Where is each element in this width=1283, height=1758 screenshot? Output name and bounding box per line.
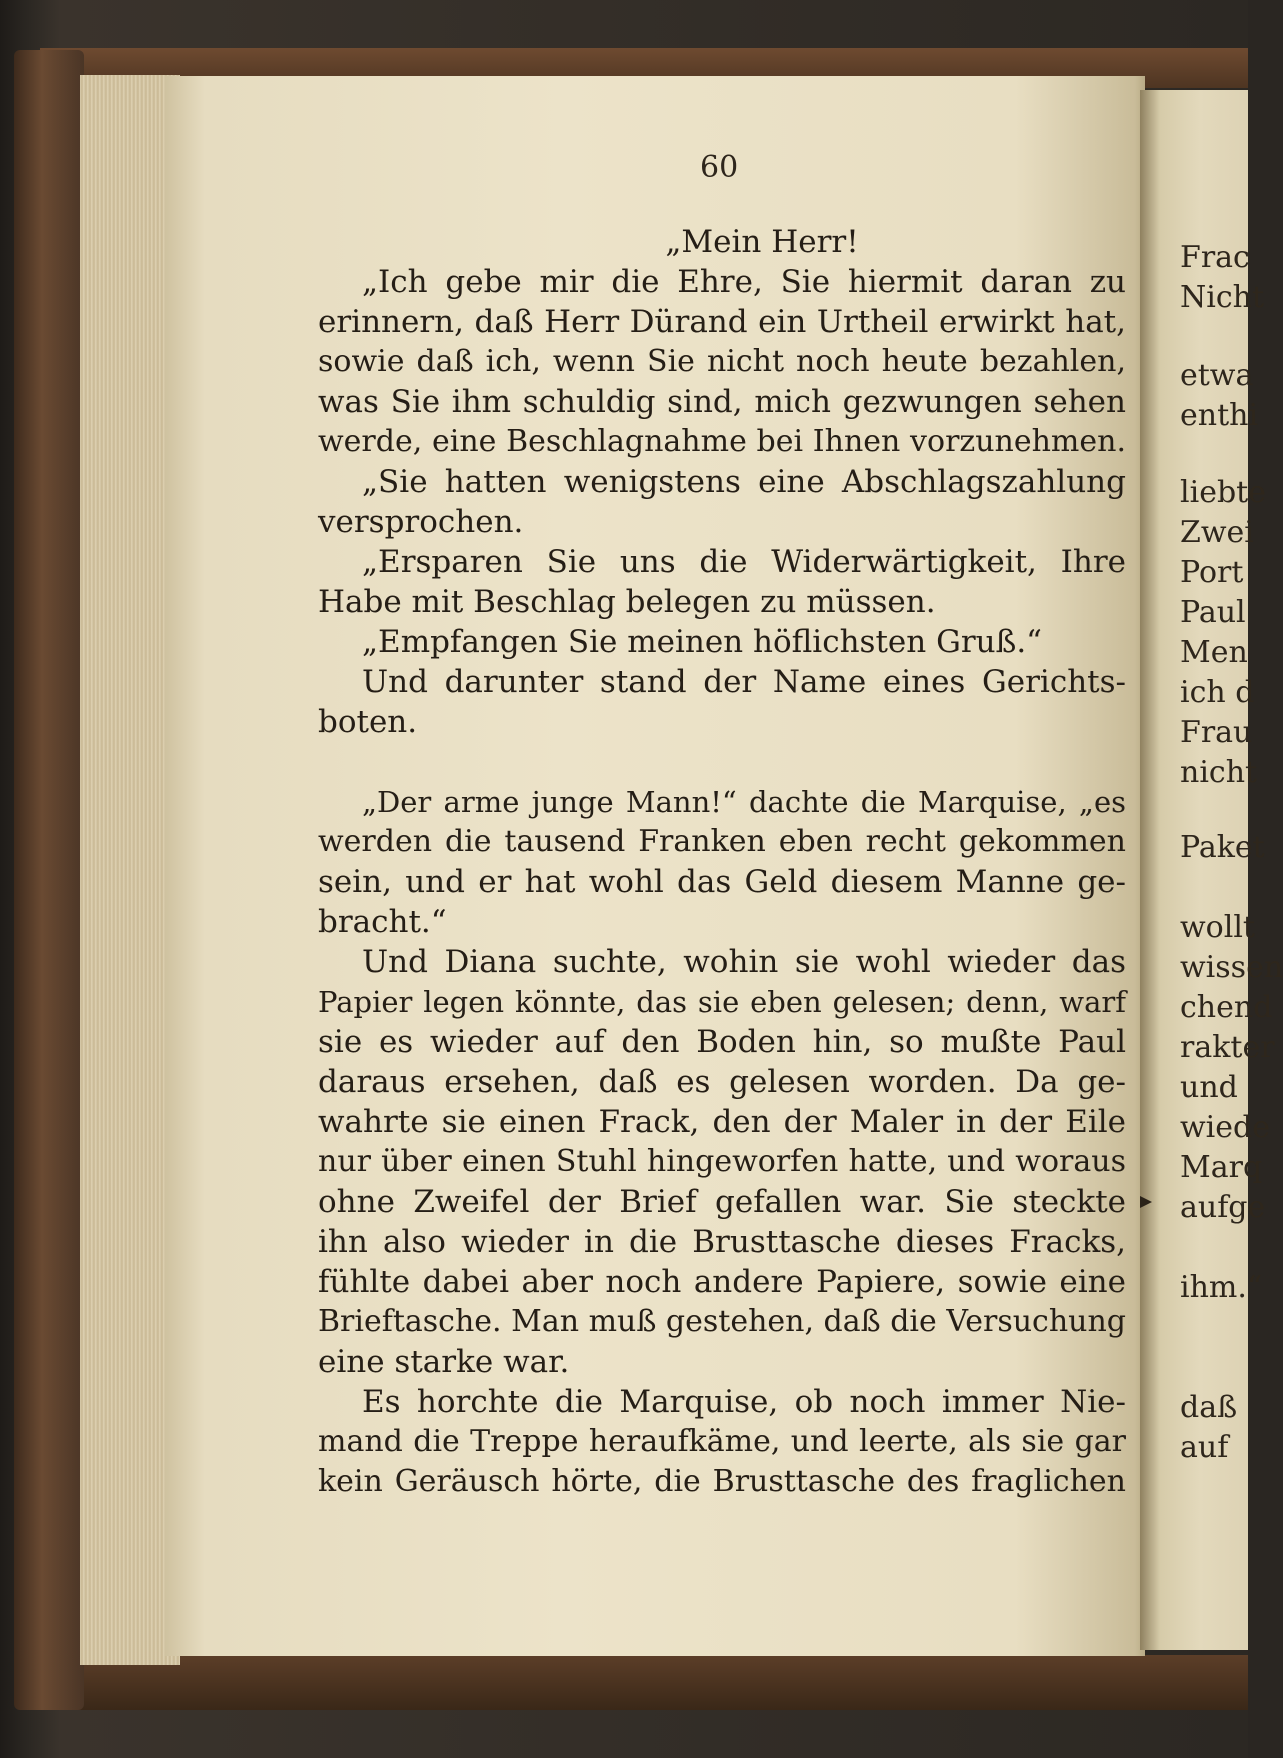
bookmark-tab (1140, 1196, 1152, 1208)
text-line: nur über einen Stuhl hingeworfen hatte, und woraus (318, 1144, 1126, 1179)
text-line: sie es wieder auf den Boden hin, so mußte Paul (318, 1024, 1126, 1060)
next-page-line: Marq (1180, 1150, 1263, 1185)
text-line: „Ersparen Sie uns die Widerwärtigkeit, Ihre (362, 544, 1126, 580)
next-page-line: ihm.“ (1180, 1270, 1263, 1305)
text-line: versprochen. (318, 504, 524, 540)
next-page-line: daß (1180, 1390, 1238, 1425)
next-page-line: chend (1180, 990, 1273, 1025)
text-line: Papier legen könnte, das sie eben gelesen; denn, warf (318, 985, 1126, 1019)
next-page-line: Zwei (1180, 515, 1254, 550)
text-line: mand die Treppe heraufkäme, und leerte, als sie gar (318, 1424, 1126, 1459)
next-page-line: Men (1180, 635, 1248, 670)
text-line: erinnern, daß Herr Dürand ein Urtheil erwirkt hat, (318, 304, 1126, 340)
next-page-line: und (1180, 1070, 1238, 1105)
text-line: ihn also wieder in die Brusttasche dieses Fracks, (318, 1224, 1126, 1260)
text-line: Brieftasche. Man muß gestehen, daß die Versuchung (318, 1304, 1127, 1339)
text-line: sein, und er hat wohl das Geld diesem Manne ge- (318, 864, 1126, 900)
text-line: Und darunter stand der Name eines Gerichts- (362, 664, 1126, 700)
next-page-line: wissen (1180, 950, 1283, 985)
book-cover-bottom (40, 1655, 1248, 1710)
text-line: ohne Zweifel der Brief gefallen war. Sie steckte (318, 1184, 1126, 1220)
text-line: „Sie hatten wenigstens eine Abschlagszahlung (362, 464, 1126, 500)
text-line: werde, eine Beschlagnahme bei Ihnen vorzunehmen. (318, 424, 1126, 459)
next-page-line: Frau (1180, 715, 1253, 750)
text-line: eine starke war. (318, 1344, 570, 1380)
book-cover-left (14, 50, 84, 1710)
text-line: fühlte dabei aber noch andere Papiere, sowie eine (318, 1264, 1126, 1300)
next-page-line: enthi (1180, 398, 1259, 433)
text-line: werden die tausend Franken eben recht gekommen (318, 824, 1126, 859)
next-page-line: liebte (1180, 475, 1266, 510)
next-page-line: rakter (1180, 1030, 1275, 1065)
text-line: sowie daß ich, wenn Sie nicht noch heute bezahlen, (318, 344, 1126, 379)
text-line: Es horchte die Marquise, ob noch immer Nie- (362, 1384, 1126, 1420)
next-page-line: Nicht (1180, 280, 1265, 315)
next-page-line: nicht (1180, 755, 1258, 790)
next-page-line: Port (1180, 555, 1244, 590)
text-line: „Der arme junge Mann!“ dachte die Marquise, „es (362, 785, 1126, 819)
next-page-line: wollt (1180, 910, 1255, 945)
text-line: Und Diana suchte, wohin sie wohl wieder das (362, 944, 1126, 980)
next-page-line: auf (1180, 1430, 1229, 1465)
next-page-line: Frac (1180, 240, 1250, 275)
text-line: was Sie ihm schuldig sind, mich gezwungen sehen (318, 384, 1126, 420)
text-line: boten. (318, 704, 418, 740)
text-line: daraus ersehen, daß es gelesen worden. Da ge- (318, 1064, 1126, 1100)
next-page-line: Paul (1180, 595, 1246, 630)
next-page-line: etwa (1180, 358, 1254, 393)
next-page-line: ich d (1180, 675, 1255, 710)
text-line: „Ich gebe mir die Ehre, Sie hiermit daran zu (362, 264, 1126, 300)
next-page-line: aufge (1180, 1190, 1266, 1225)
text-line (318, 742, 1126, 782)
text-line: Habe mit Beschlag belegen zu müssen. (318, 584, 936, 620)
text-line: wahrte sie einen Frack, den der Maler in der Eile (318, 1104, 1126, 1140)
text-line: „Empfangen Sie meinen höflichsten Gruß.“ (362, 624, 1043, 660)
right-page-fragment (1140, 90, 1283, 1650)
text-line: „Mein Herr! (665, 224, 859, 260)
next-page-line: Paket (1180, 830, 1265, 865)
text-line: bracht.“ (318, 904, 447, 940)
page-number: 60 (700, 150, 739, 185)
text-line: kein Geräusch hörte, die Brusttasche des fraglichen (318, 1464, 1126, 1499)
next-page-line: wiede (1180, 1110, 1270, 1145)
